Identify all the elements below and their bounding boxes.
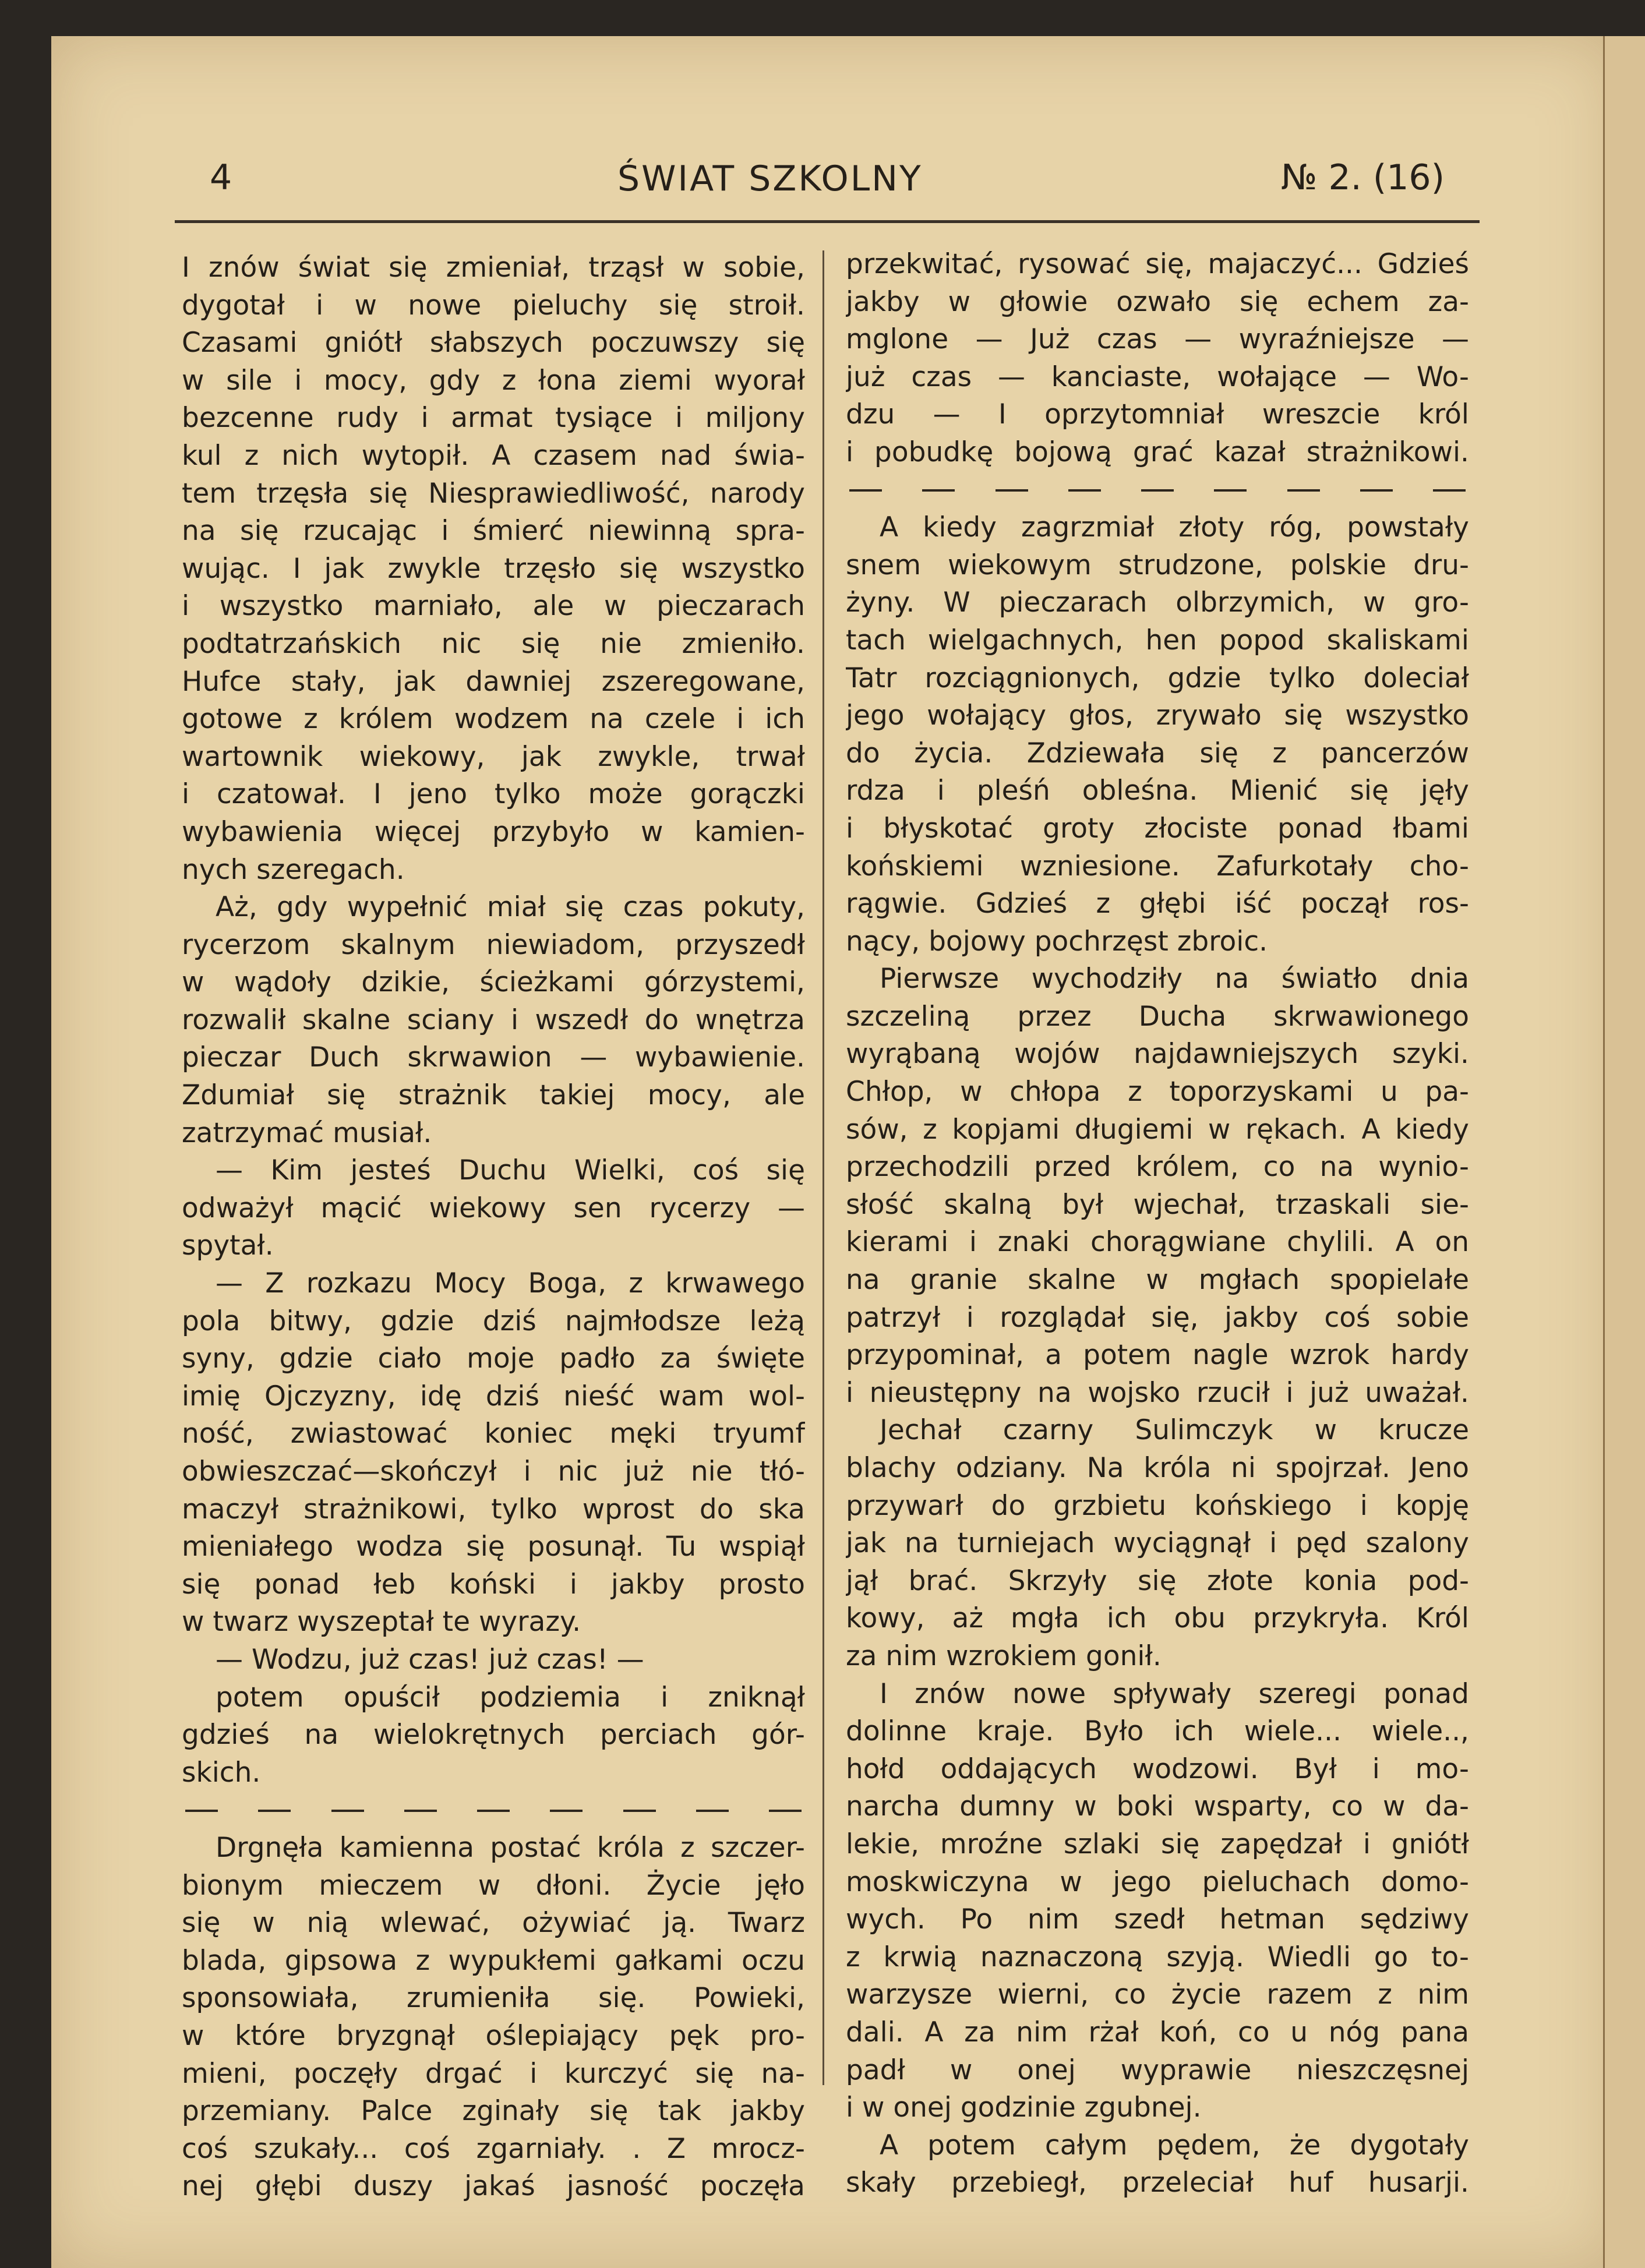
text-line: się w nią wlewać, ożywiać ją. Twarz [182, 1907, 805, 1940]
dash [1360, 489, 1393, 492]
text-line: dzu — I oprzytomniał wreszcie król [846, 398, 1469, 431]
text-line: Jechał czarny Sulimczyk w krucze [880, 1414, 1469, 1447]
dash [1433, 489, 1466, 492]
text-line: nych szeregach. [182, 853, 405, 886]
column-divider [822, 250, 824, 2085]
text-line: A kiedy zagrzmiał złoty róg, powstały [880, 511, 1469, 544]
text-line: warzysze wierni, co życie razem z nim [846, 1979, 1469, 2011]
text-line: przywarł do grzbietu końskiego i kopję [846, 1489, 1469, 1522]
text-line: w sile i mocy, gdy z łona ziemi wyorał [182, 364, 805, 397]
text-line: obwieszczać—skończył i nic już nie tłó- [182, 1456, 805, 1488]
right-text-column [846, 246, 1469, 2202]
text-line: żyny. W pieczarach olbrzymich, w gro- [846, 587, 1469, 619]
text-line: z krwią naznaczoną szyją. Wiedli go to- [846, 1941, 1469, 1973]
text-line: przekwitać, rysować się, majaczyć... Gdzieś [846, 248, 1469, 280]
text-line: jakby w głowie ozwało się echem za- [846, 285, 1469, 318]
text-line: Pierwsze wychodziły na światło dnia [880, 963, 1469, 995]
text-line: dolinne kraje. Było ich wiele... wiele.., [846, 1715, 1469, 1748]
dash [258, 1810, 291, 1812]
text-line: Czasami gniótł słabszych poczuwszy się [182, 327, 805, 359]
text-line: — Kim jesteś Duchu Wielki, coś się [216, 1154, 805, 1187]
text-line: jął brać. Skrzyły się złote konia pod- [846, 1564, 1469, 1597]
text-line: imię Ojczyzny, idę dziś nieść wam wol- [182, 1380, 805, 1412]
text-line: rdza i pleśń obleśna. Mienić się jęły [846, 775, 1469, 807]
text-line: wartownik wiekowy, jak zwykle, trwał [182, 740, 805, 773]
text-line: dygotał i w nowe pieluchy się stroił. [182, 289, 805, 322]
text-line: moskwiczyna w jego pieluchach domo- [846, 1866, 1469, 1898]
text-line: jak na turniejach wyciągnął i pęd szalony [846, 1527, 1469, 1560]
dash [922, 489, 955, 492]
section-divider-dashes [182, 1792, 805, 1829]
dash [769, 1810, 802, 1812]
dash [404, 1810, 437, 1812]
text-line: ność, zwiastować koniec męki tryumf [182, 1418, 805, 1450]
text-line: jego wołający głos, zrywało się wszystko [846, 700, 1469, 732]
text-line: wując. I jak zwykle trzęsło się wszystko [182, 552, 805, 585]
dash [331, 1810, 364, 1812]
text-line: mieniałego wodza się posunął. Tu wspiął [182, 1531, 805, 1563]
text-line: rozwalił skalne sciany i wszedł do wnętrza [182, 1004, 805, 1036]
text-line: i nieustępny na wojsko rzucił i już uważał. [846, 1376, 1469, 1409]
text-line: za nim wzrokiem gonił. [846, 1640, 1162, 1672]
text-line: pieczar Duch skrwawion — wybawienie. [182, 1041, 805, 1074]
text-line: I znów świat się zmieniał, trząsł w sobie, [182, 252, 805, 284]
text-line: sów, z kopjami długiemi w rękach. A kiedy [846, 1113, 1469, 1146]
text-line: I znów nowe spływały szeregi ponad [880, 1677, 1469, 1710]
text-line: zatrzymać musiał. [182, 1117, 432, 1149]
text-line: spytał. [182, 1230, 274, 1262]
text-line: tach wielgachnych, hen popod skaliskami [846, 624, 1469, 656]
text-line: kowy, aż mgła ich obu przykryła. Król [846, 1602, 1469, 1635]
text-line: na granie skalne w mgłach spopielałe [846, 1264, 1469, 1296]
text-line: podtatrzańskich nic się nie zmieniło. [182, 627, 805, 660]
text-line: do życia. Zdziewała się z pancerzów [846, 737, 1469, 769]
text-line: i wszystko marniało, ale w pieczarach [182, 590, 805, 623]
left-text-column [182, 249, 805, 2206]
text-line: Zdumiał się strażnik takiej mocy, ale [182, 1079, 805, 1112]
page-number: 4 [210, 157, 232, 198]
dash [550, 1810, 583, 1812]
text-line: na się rzucając i śmierć niewinną spra- [182, 515, 805, 547]
text-line: Chłop, w chłopa z toporzyskami u pa- [846, 1076, 1469, 1108]
text-line: hołd oddających wodzowi. Był i mo- [846, 1753, 1469, 1785]
text-line: dali. A za nim rżał koń, co u nóg pana [846, 2016, 1469, 2048]
dash [185, 1810, 218, 1812]
text-line: potem opuścił podziemia i zniknął [216, 1681, 805, 1714]
text-line: mglone — Już czas — wyraźniejsze — [846, 323, 1469, 356]
text-line: i czatował. I jeno tylko może gorączki [182, 778, 805, 811]
dash [1141, 489, 1174, 492]
text-line: i pobudkę bojową grać kazał strażnikowi. [846, 436, 1469, 468]
dash [996, 489, 1028, 492]
text-line: mieni, poczęły drgać i kurczyć się na- [182, 2057, 805, 2090]
text-line: rycerzom skalnym niewiadom, przyszedł [182, 928, 805, 961]
text-line: nej głębi duszy jakaś jasność poczęła [182, 2170, 805, 2203]
text-line: — Z rozkazu Mocy Boga, z krwawego [216, 1267, 805, 1300]
text-line: sponsowiała, zrumieniła się. Powieki, [182, 1982, 805, 2015]
text-line: padł w onej wyprawie nieszczęsnej [846, 2054, 1469, 2086]
text-line: wyrąbaną wojów najdawniejszych szyki. [846, 1038, 1469, 1071]
text-line: bezcenne rudy i armat tysiące i miljony [182, 402, 805, 434]
text-line: Tatr rozciągnionych, gdzie tylko doleciał [846, 662, 1469, 694]
header-rule [175, 220, 1480, 223]
text-line: A potem całym pędem, że dygotały [880, 2129, 1469, 2161]
text-line: — Wodzu, już czas! już czas! — [216, 1643, 644, 1676]
text-line: kierami i znaki chorągwiane chylili. A on [846, 1226, 1469, 1259]
text-line: skały przebiegł, przeleciał huf husarji. [846, 2167, 1469, 2199]
text-line: słość skalną był wjechał, trzaskali sie- [846, 1188, 1469, 1221]
dash [1287, 489, 1320, 492]
issue-number: № 2. (16) [1281, 157, 1445, 198]
text-line: kul z nich wytopił. A czasem nad świa- [182, 439, 805, 472]
text-line: lekie, mroźne szlaki się zapędzał i gniótł [846, 1828, 1469, 1860]
text-line: gdzieś na wielokrętnych perciach gór- [182, 1719, 805, 1751]
text-line: rągwie. Gdzieś z głębi iść począł ros- [846, 888, 1469, 920]
text-line: w wądoły dzikie, ścieżkami górzystemi, [182, 966, 805, 999]
text-line: coś szukały... coś zgarniały. . Z mrocz- [182, 2132, 805, 2165]
text-line: przypominał, a potem nagle wzrok hardy [846, 1339, 1469, 1372]
text-line: Hufce stały, jak dawniej zszeregowane, [182, 665, 805, 698]
dash [1214, 489, 1247, 492]
text-line: skich. [182, 1756, 261, 1789]
text-line: tem trzęsła się Niesprawiedliwość, narody [182, 477, 805, 510]
dash [477, 1810, 510, 1812]
text-line: szczeliną przez Ducha skrwawionego [846, 1000, 1469, 1033]
text-line: narcha dumny w boki wsparty, co w da- [846, 1790, 1469, 1823]
text-line: i w onej godzinie zgubnej. [846, 2092, 1202, 2124]
adjacent-page-edge [1603, 36, 1645, 2268]
text-line: przemiany. Palce zginały się tak jakby [182, 2095, 805, 2128]
text-line: i błyskotać groty złociste ponad łbami [846, 812, 1469, 845]
dash [696, 1810, 729, 1812]
text-line: w które bryzgnął oślepiający pęk pro- [182, 2019, 805, 2052]
text-line: Drgnęła kamienna postać króla z szczer- [216, 1831, 805, 1864]
text-line: nący, bojowy pochrzęst zbroic. [846, 925, 1268, 958]
journal-title: ŚWIAT SZKOLNY [617, 158, 923, 199]
running-header [175, 157, 1468, 206]
text-line: wybawienia więcej przybyło w kamien- [182, 815, 805, 848]
text-line: syny, gdzie ciało moje padło za święte [182, 1343, 805, 1375]
text-line: odważył mącić wiekowy sen rycerzy — [182, 1192, 805, 1224]
dash [849, 489, 882, 492]
section-divider-dashes [846, 472, 1469, 510]
text-line: blada, gipsowa z wypukłemi gałkami oczu [182, 1944, 805, 1977]
text-line: blachy odziany. Na króla ni spojrzał. Jeno [846, 1452, 1469, 1484]
dash [623, 1810, 656, 1812]
text-line: snem wiekowym strudzone, polskie dru- [846, 549, 1469, 581]
text-line: patrzył i rozglądał się, jakby coś sobie [846, 1301, 1469, 1334]
text-line: gotowe z królem wodzem na czele i ich [182, 703, 805, 736]
text-line: końskiemi wzniesione. Zafurkotały cho- [846, 850, 1469, 882]
text-line: pola bitwy, gdzie dziś najmłodsze leżą [182, 1305, 805, 1337]
text-line: przechodzili przed królem, co na wynio- [846, 1151, 1469, 1184]
text-line: wych. Po nim szedł hetman sędziwy [846, 1903, 1469, 1936]
text-line: w twarz wyszeptał te wyrazy. [182, 1606, 581, 1638]
text-line: bionym mieczem w dłoni. Życie jęło [182, 1869, 805, 1902]
dash [1068, 489, 1101, 492]
text-line: Aż, gdy wypełnić miał się czas pokuty, [216, 891, 805, 924]
text-line: już czas — kanciaste, wołające — Wo- [846, 361, 1469, 393]
text-line: się ponad łeb koński i jakby prosto [182, 1568, 805, 1601]
text-line: maczył strażnikowi, tylko wprost do ska [182, 1493, 805, 1525]
